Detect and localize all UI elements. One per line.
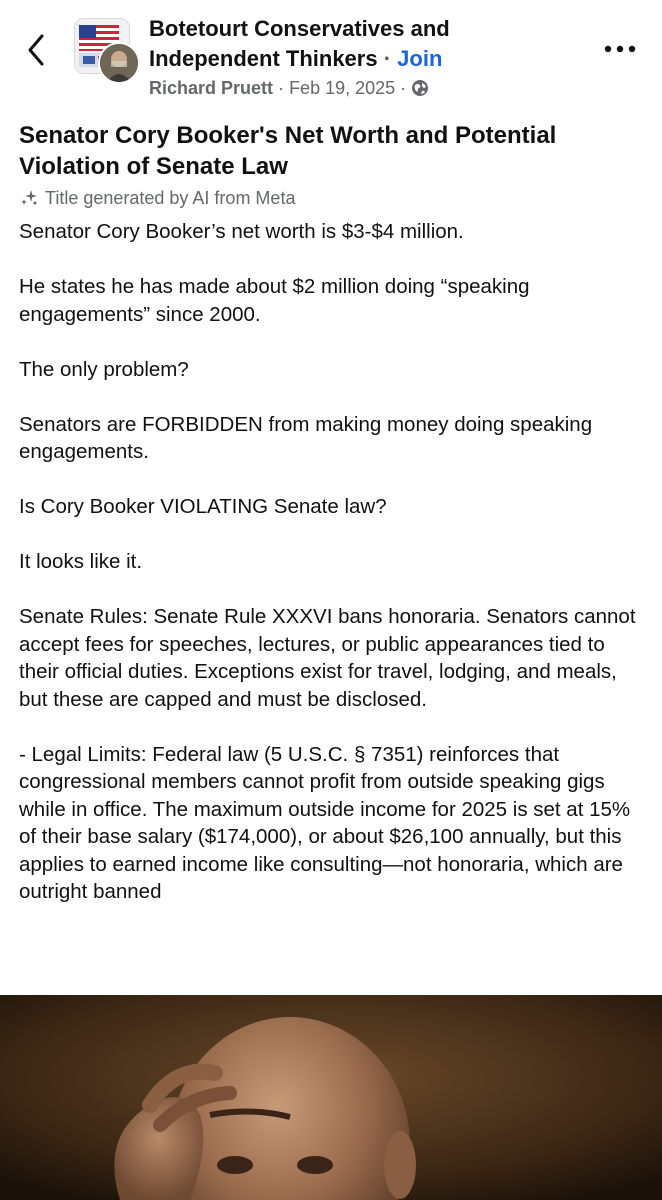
photo-image	[0, 995, 662, 1200]
body-paragraph: The only problem?	[19, 357, 189, 381]
group-name[interactable]	[149, 14, 569, 74]
join-button[interactable]: Join	[397, 46, 443, 71]
post-meta	[149, 76, 429, 100]
author-name[interactable]: Richard Pruett	[149, 78, 274, 98]
post-body	[19, 218, 649, 906]
body-paragraph: It looks like it.	[19, 550, 143, 573]
back-button[interactable]	[18, 28, 58, 72]
separator: ·	[383, 46, 392, 71]
body-paragraph: - Legal Limits: Federal law (5 U.S.C. § 7351) reinforces that congressional members cannot profit from outside speaking gigs while in office. The maximum outside income for 2025 is set at 15% of their base salary ($174,000), or about $26,100 annually, but this applies to earned income like consulting—not honoraria, which are outright banned	[19, 742, 631, 903]
more-options-icon	[598, 36, 642, 62]
separator: ·	[400, 78, 407, 98]
ai-note-text: Title generated by AI from Meta	[45, 188, 296, 208]
group-name-text[interactable]: Botetourt Conservatives and Independent Thinkers	[149, 16, 450, 71]
chevron-left-icon	[18, 28, 58, 72]
body-paragraph: Is Cory Booker VIOLATING Senate law?	[19, 495, 387, 518]
body-paragraph: Senators are FORBIDDEN from making money doing speaking engagements.	[19, 412, 593, 463]
post-title: Senator Cory Booker's Net Worth and Potential Violation of Senate Law	[19, 122, 557, 180]
body-paragraph: He states he has made about $2 million doing “speaking engagements” since 2000.	[19, 275, 530, 326]
globe-icon	[411, 79, 429, 97]
post-photo[interactable]	[0, 995, 662, 1200]
avatar-group[interactable]	[74, 18, 138, 82]
body-paragraph: Senator Cory Booker’s net worth is $3-$4 million.	[19, 220, 464, 243]
separator: ·	[278, 78, 285, 98]
ai-title-note[interactable]	[19, 186, 649, 210]
user-avatar[interactable]	[98, 42, 140, 84]
more-options-button[interactable]	[598, 36, 642, 62]
sparkle-icon	[19, 189, 39, 207]
post-date[interactable]: Feb 19, 2025	[289, 78, 396, 98]
post-header	[0, 0, 662, 112]
post-content	[19, 120, 649, 906]
body-paragraph: Senate Rules: Senate Rule XXXVI bans honoraria. Senators cannot accept fees for speeches, lectures, or public appearances tied to their official duties. Exceptions exist for travel, lodging, and meals, but these are capped and must be disclosed.	[19, 605, 636, 711]
profile-photo	[100, 44, 138, 82]
